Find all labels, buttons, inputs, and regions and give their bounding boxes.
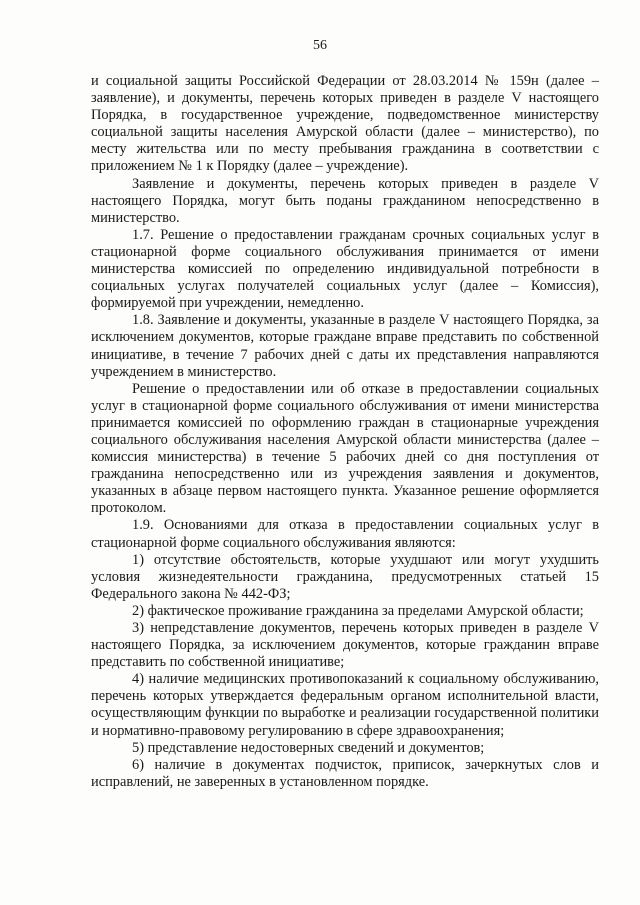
list-item-refusal-6: 6) наличие в документах подчисток, приписок, зачеркнутых слов и исправлений, не заверенных в установленном порядке. xyxy=(91,756,599,790)
paragraph-submission-to-ministry: Заявление и документы, перечень которых приведен в разделе V настоящего Порядка, могут быть поданы гражданином непосредственно в министерство. xyxy=(91,175,599,226)
list-item-refusal-3: 3) непредставление документов, перечень которых приведен в разделе V настоящего Порядка, за исключением документов, которые гражданин вправе представить по собственной инициативе; xyxy=(91,620,599,671)
document-body xyxy=(91,73,599,791)
list-item-refusal-5: 5) представление недостоверных сведений и документов; xyxy=(132,739,485,756)
page-number: 56 xyxy=(313,38,327,53)
paragraph-clause-1-9: 1.9. Основаниями для отказа в предоставлении социальных услуг в стационарной форме социального обслуживания являются: xyxy=(91,517,599,551)
list-item-refusal-4: 4) наличие медицинских противопоказаний к социальному обслуживанию, перечень которых утверждается федеральным органом исполнительной власти, осуществляющим функции по выработке и реализации государственной политики и нормативно-правовому регулированию в сфере здравоохранения; xyxy=(91,671,599,739)
paragraph-decision-procedure: Решение о предоставлении или об отказе в предоставлении социальных услуг в стационарной форме социального обслуживания от имени министерства принимается комиссией по оформлению граждан в стационарные учреждения социального обслуживания населения Амурской области министерства (далее – комиссия министерства) в течение 5 рабочих дней со дня поступления от гражданина непосредственно или из учреждения заявления и документов, указанных в абзаце первом настоящего пункта. Указанное решение оформляется протоколом. xyxy=(91,380,599,517)
paragraph-clause-1-8: 1.8. Заявление и документы, указанные в разделе V настоящего Порядка, за исключением документов, которые граждане вправе представить по собственной инициативе, в течение 7 рабочих дней с даты их представления направляются учреждением в министерство. xyxy=(91,312,599,380)
list-item-refusal-1: 1) отсутствие обстоятельств, которые ухудшают или могут ухудшить условия жизнедеятельности гражданина, предусмотренных статьей 15 Федерального закона № 442-ФЗ; xyxy=(91,551,599,602)
paragraph-application-continuation: и социальной защиты Российской Федерации от 28.03.2014 № 159н (далее – заявление), и документы, перечень которых приведен в разделе V настоящего Порядка, в государственное учреждение, подведомственное министерству социальной защиты населения Амурской области (далее – министерство), по месту жительства или по месту пребывания гражданина в соответствии с приложением № 1 к Порядку (далее – учреждение). xyxy=(91,73,599,175)
list-item-refusal-2: 2) фактическое проживание гражданина за пределами Амурской области; xyxy=(132,602,584,619)
paragraph-clause-1-7: 1.7. Решение о предоставлении гражданам срочных социальных услуг в стационарной форме социального обслуживания принимается от имени министерства комиссией по определению индивидуальной потребности в социальных услугах получателей социальных услуг (далее – Комиссия), формируемой при учреждении, немедленно. xyxy=(91,226,599,312)
